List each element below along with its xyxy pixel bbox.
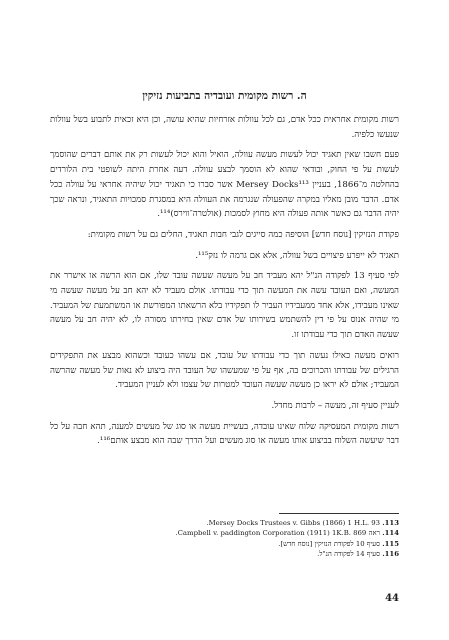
footnotes	[50, 513, 399, 560]
footnote-divider	[279, 513, 399, 514]
paragraph: רשות מקומית המעסיקה שלוח שאינו עובדה, בעשיית מעשה או סוג של מעשים למענה, תהא חבה על כל דבר שיעשה השלוח בביצוע אותו מעשה או סוג מעשים ועל הדרך שבה הוא מבצע אותם¹¹⁶.	[50, 421, 399, 447]
footnote-number: 115.	[382, 539, 399, 548]
footnote-text: ראה Campbell v. paddington Corporation (1911) 1K.B. 869.	[175, 529, 380, 538]
footnote-number: 116.	[382, 550, 399, 559]
section-heading: ה. רשות מקומית ועובדיה בתביעות נזיקין	[142, 90, 307, 102]
footnote	[50, 528, 399, 538]
paragraph: רשות מקומית אחראית ככל אדם, גם לכל עוולות אזרחיות שהיא עושה, וכן היא זכאית לתבוע בשל עוולות שנעשו כלפיה.	[50, 115, 399, 140]
footnote-number: 113.	[382, 519, 399, 527]
footnote	[50, 549, 399, 559]
paragraph: רואים מעשה כאילו נעשה תוך כדי עבודתו של עובד, אם עשהו כעובד וכשהוא מבצע את התפקידים הרגילים של עבודתו והכרוכים בה, אף על פי שמעשהו של העובד היה ביצוע לא נאות של מעשה שהרשה המעביד; אולם לא יראו כן מעשה שעשה העובד למטרות של עצמו ולא לעניין המעביד.	[50, 350, 399, 391]
paragraph: תאגיד לא ייפרע פיצויים בשל עוולה, אלא אם גרמה לו נזק¹¹⁵.	[195, 250, 399, 261]
footnote-text: סעיף 14 לפקודה הנ"ל.	[317, 550, 380, 559]
footnote-number: 114.	[382, 529, 399, 538]
footnote	[50, 539, 399, 549]
paragraph: פקודת הנזיקין [נוסח חדש] הוסיפה כמה סייגים לגבי חבות תאגיד, החלים גם על רשות מקומית:	[87, 229, 399, 240]
paragraph: לפי סעיף 13 לפקודה הנ"ל יהא מעביד חב על מעשה שעשה עובד שלו, אם הוא הרשה או אישרר את המעשה, ואם העובד עשה את המעשה תוך כדי עבודתו. אולם מעביד לא יהא חב על מעשה שעשה מי שאינו מעבידו, אלא אחד ממעבידיו העביר לו תפקידיו בלא הרשאתו המפורשת או המשתמעת של המעביד. מי שהיה אנוס על פי דין להשתמש בשירותו של אדם שאין בחירתו מסורה לו, לא יהיה חב על מעשה שעשה האדם תוך כדי עבודתו זו.	[50, 271, 399, 341]
footnote-text: Mersey Docks Trustees v. Gibbs (1866) 1 H.L. 93.	[206, 519, 380, 527]
footnote	[50, 518, 399, 528]
page-number: 44	[385, 593, 399, 604]
paragraph: פעם חשבו שאין תאגיד יכול לעשות מעשה עוולה, הואיל והוא יכול לעשות רק את אותם דברים שהוסמך לעשות על פי החוק, ובודאי שהוא לא הוסמך לבצע עוולה. דעה אחרת היתה לשופטי בית הלורדים בהחלטה מ־1866, בעניין Mersey Docks¹¹³ אשר סברו כי תאגיד יכול שיהיה אחראי על עוולה ככל אדם. הדבר מובן מאליו במקרה שהפעולה שנגרמה את העוולה היא במסגרת סמכויות התאגיד, ונראה שכך יהיה הדבר גם כאשר אותה פעולה היא מחוץ לסמכות (אולטרה־ווירס)¹¹⁴.	[50, 150, 399, 220]
footnote-text: סעיף 10 לפקודת הנזיקין [נוסח חדש].	[278, 539, 380, 548]
paragraph: לעניין סעיף זה, מעשה – לרבות מחדל.	[271, 400, 399, 411]
